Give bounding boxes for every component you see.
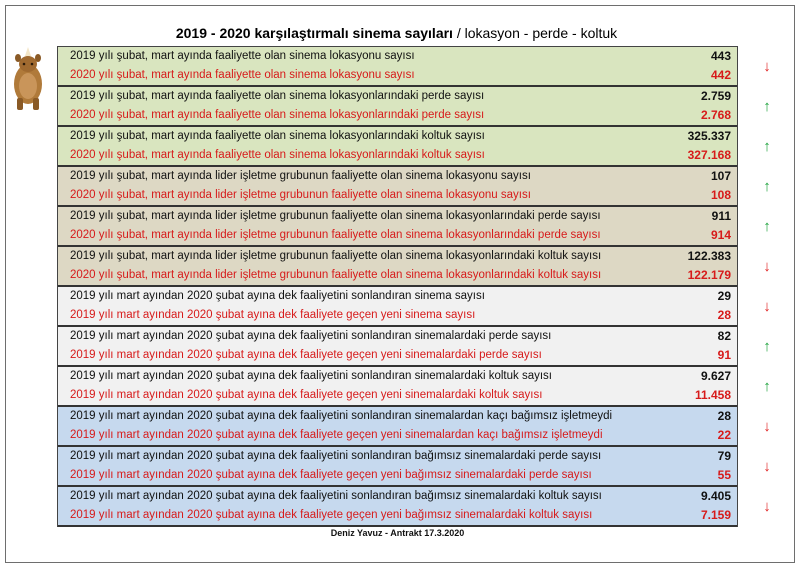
table-row-2020 (58, 266, 737, 285)
comparison-table (57, 46, 738, 527)
row-value: 7.159 (700, 508, 731, 522)
table-row-2019 (58, 487, 737, 506)
arrow-down-icon: ↓ (763, 57, 771, 75)
arrow-down-icon: ↓ (763, 457, 771, 475)
row-value: 108 (710, 188, 731, 202)
row-value: 9.405 (700, 489, 731, 503)
trend-arrow-column (745, 46, 789, 526)
arrow-up-icon: ↑ (763, 337, 771, 355)
footer-credit: Deniz Yavuz - Antrakt 17.3.2020 (330, 528, 465, 538)
arrow-down-icon: ↓ (763, 257, 771, 275)
row-value: 55 (717, 468, 731, 482)
table-row-2019 (58, 247, 737, 266)
table-row-2019 (58, 87, 737, 106)
row-group (58, 47, 737, 87)
arrow-up-icon: ↑ (763, 217, 771, 235)
row-group (58, 287, 737, 327)
table-row-2020 (58, 146, 737, 165)
row-label: 2019 yılı mart ayından 2020 şubat ayına dek faaliyetini sonlandıran sinemalardan kaçı bağımsız işletmeydi (70, 410, 613, 422)
row-group (58, 167, 737, 207)
row-value: 91 (717, 348, 731, 362)
table-row-2020 (58, 226, 737, 245)
row-value: 22 (717, 428, 731, 442)
table-row-2019 (58, 287, 737, 306)
row-value: 122.179 (687, 268, 731, 282)
row-group (58, 487, 737, 527)
table-row-2019 (58, 207, 737, 226)
table-row-2020 (58, 306, 737, 325)
row-label: 2020 yılı şubat, mart ayında faaliyette olan sinema lokasyonu sayısı (70, 69, 415, 81)
table-row-2020 (58, 466, 737, 485)
row-label: 2019 yılı mart ayından 2020 şubat ayına dek faaliyetini sonlandıran sinemalardaki perde sayısı (70, 330, 552, 342)
row-label: 2019 yılı şubat, mart ayında faaliyette olan sinema lokasyonlarındaki perde sayısı (70, 90, 485, 102)
arrow-down-icon: ↓ (763, 297, 771, 315)
title-subtitle: / lokasyon - perde - koltuk (452, 25, 618, 41)
row-label: 2019 yılı mart ayından 2020 şubat ayına dek faaliyete geçen yeni sinemalardan kaçı bağımsız işletmeydi (70, 429, 603, 441)
row-value: 443 (710, 49, 731, 63)
row-label: 2019 yılı mart ayından 2020 şubat ayına dek faaliyetini sonlandıran bağımsız sinemalardaki perde sayısı (70, 450, 602, 462)
table-row-2020 (58, 346, 737, 365)
table-row-2019 (58, 327, 737, 346)
table-row-2019 (58, 47, 737, 66)
row-label: 2019 yılı mart ayından 2020 şubat ayına dek faaliyete geçen yeni sinemalardaki koltuk sayısı (70, 389, 543, 401)
row-label: 2019 yılı mart ayından 2020 şubat ayına dek faaliyetini sonlandıran sinema sayısı (70, 290, 485, 302)
table-row-2019 (58, 447, 737, 466)
row-label: 2019 yılı mart ayından 2020 şubat ayına dek faaliyete geçen yeni sinemalardaki perde sayısı (70, 349, 542, 361)
table-row-2020 (58, 106, 737, 125)
row-group (58, 407, 737, 447)
row-label: 2020 yılı şubat, mart ayında lider işletme grubunun faaliyette olan sinema lokasyonlarındaki perde sayısı (70, 229, 601, 241)
table-row-2019 (58, 367, 737, 386)
row-label: 2019 yılı mart ayından 2020 şubat ayına dek faaliyetini sonlandıran sinemalardaki koltuk sayısı (70, 370, 553, 382)
table-row-2020 (58, 426, 737, 445)
table-row-2019 (58, 167, 737, 186)
row-group (58, 327, 737, 367)
row-label: 2020 yılı şubat, mart ayında lider işletme grubunun faaliyette olan sinema lokasyonu sayısı (70, 189, 531, 201)
row-group (58, 447, 737, 487)
row-value: 11.458 (694, 388, 731, 402)
row-group (58, 247, 737, 287)
row-label: 2020 yılı şubat, mart ayında faaliyette olan sinema lokasyonlarındaki koltuk sayısı (70, 149, 485, 161)
row-label: 2019 yılı mart ayından 2020 şubat ayına dek faaliyete geçen yeni bağımsız sinemalardaki perde sayısı (70, 469, 592, 481)
row-value: 107 (710, 169, 731, 183)
row-value: 9.627 (700, 369, 731, 383)
row-value: 911 (711, 209, 731, 223)
row-value: 122.383 (687, 249, 731, 263)
arrow-up-icon: ↑ (763, 137, 771, 155)
table-row-2020 (58, 66, 737, 85)
row-label: 2019 yılı şubat, mart ayında faaliyette olan sinema lokasyonu sayısı (70, 50, 415, 62)
row-label: 2019 yılı şubat, mart ayında lider işletme grubunun faaliyette olan sinema lokasyonu sayısı (70, 170, 531, 182)
arrow-down-icon: ↓ (763, 417, 771, 435)
table-row-2020 (58, 506, 737, 525)
row-label: 2020 yılı şubat, mart ayında faaliyette olan sinema lokasyonlarındaki perde sayısı (70, 109, 485, 121)
arrow-up-icon: ↑ (763, 97, 771, 115)
title-main: 2019 - 2020 karşılaştırmalı sinema sayıları (175, 25, 453, 41)
row-label: 2019 yılı şubat, mart ayında lider işletme grubunun faaliyette olan sinema lokasyonlarındaki perde sayısı (70, 210, 601, 222)
row-group (58, 87, 737, 127)
row-label: 2019 yılı mart ayından 2020 şubat ayına dek faaliyete geçen yeni sinema sayısı (70, 309, 476, 321)
rhino-icon (8, 46, 48, 112)
table-row-2020 (58, 386, 737, 405)
row-value: 2.768 (700, 108, 731, 122)
row-value: 2.759 (700, 89, 731, 103)
arrow-up-icon: ↑ (763, 377, 771, 395)
arrow-up-icon: ↑ (763, 177, 771, 195)
row-group (58, 207, 737, 247)
row-value: 28 (717, 409, 731, 423)
row-group (58, 367, 737, 407)
table-row-2020 (58, 186, 737, 205)
row-label: 2020 yılı şubat, mart ayında lider işletme grubunun faaliyette olan sinema lokasyonlarındaki koltuk sayısı (70, 269, 602, 281)
row-value: 29 (717, 289, 731, 303)
table-row-2019 (58, 127, 737, 146)
row-value: 325.337 (687, 129, 731, 143)
row-label: 2019 yılı şubat, mart ayında faaliyette olan sinema lokasyonlarındaki koltuk sayısı (70, 130, 485, 142)
row-label: 2019 yılı mart ayından 2020 şubat ayına dek faaliyetini sonlandıran bağımsız sinemalardaki koltuk sayısı (70, 490, 602, 502)
arrow-down-icon: ↓ (763, 497, 771, 515)
row-value: 28 (717, 308, 731, 322)
table-row-2019 (58, 407, 737, 426)
page-title (56, 22, 737, 44)
row-label: 2019 yılı şubat, mart ayında lider işletme grubunun faaliyette olan sinema lokasyonlarındaki koltuk sayısı (70, 250, 602, 262)
row-group (58, 127, 737, 167)
row-value: 327.168 (687, 148, 731, 162)
row-value: 914 (710, 228, 731, 242)
row-label: 2019 yılı mart ayından 2020 şubat ayına dek faaliyete geçen yeni bağımsız sinemalardaki koltuk sayısı (70, 509, 593, 521)
row-value: 442 (710, 68, 731, 82)
row-value: 79 (717, 449, 731, 463)
row-value: 82 (717, 329, 731, 343)
